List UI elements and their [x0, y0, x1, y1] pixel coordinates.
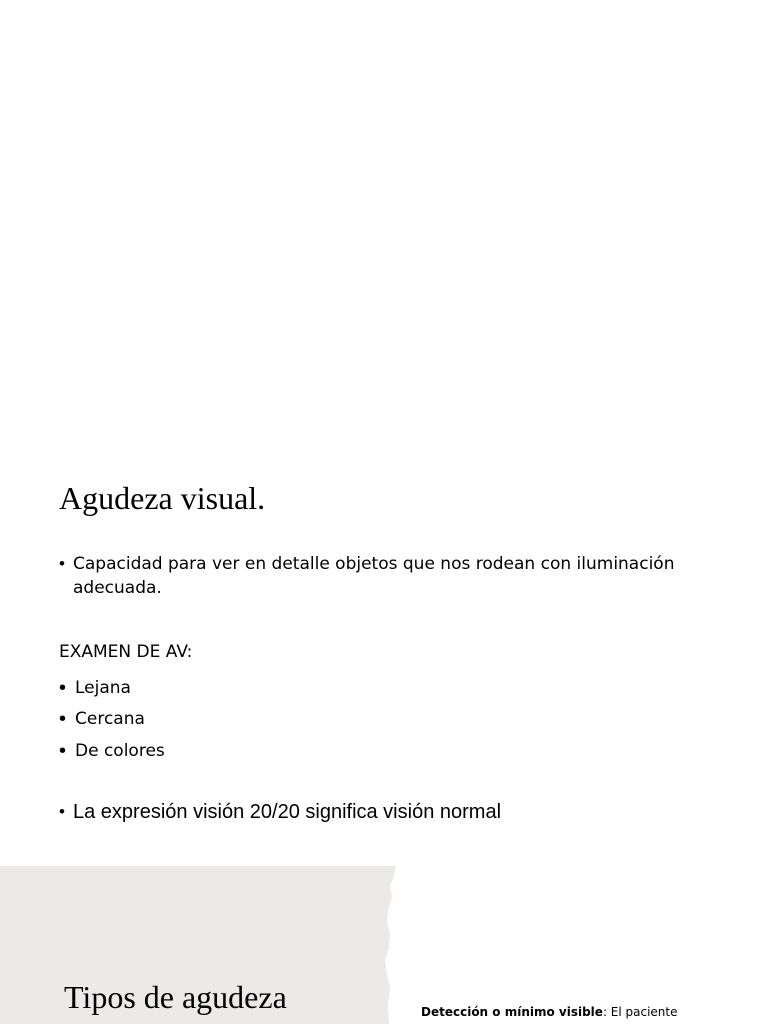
bullet-icon: • [59, 554, 65, 573]
note-text: La expresión visión 20/20 significa visión normal [73, 801, 502, 823]
bullet-icon: • [59, 676, 67, 699]
exam-item-label: De colores [75, 740, 165, 761]
slide-tipos-de-agudeza [0, 864, 768, 1024]
definition-bullet [59, 552, 739, 600]
exam-list [59, 672, 165, 767]
exam-item-label: Lejana [75, 677, 131, 698]
bullet-icon: • [59, 739, 67, 762]
list-item [59, 672, 165, 704]
definition-snippet [421, 1004, 678, 1020]
slide-title: Agudeza visual. [59, 480, 266, 516]
bullet-icon: • [59, 708, 67, 731]
list-item [59, 735, 165, 767]
exam-item-label: Cercana [75, 709, 145, 730]
definition-rest: : El paciente [602, 1005, 678, 1019]
slide-title: Tipos de agudeza [64, 979, 287, 1015]
definition-text: Capacidad para ver en detalle objetos que nos rodean con iluminación adecuada. [73, 554, 675, 598]
note-bullet [59, 800, 739, 824]
list-item [59, 704, 165, 736]
exam-heading: EXAMEN DE AV: [59, 642, 193, 662]
bullet-icon: • [59, 802, 65, 821]
definition-term: Detección o mínimo visible [421, 1005, 603, 1019]
